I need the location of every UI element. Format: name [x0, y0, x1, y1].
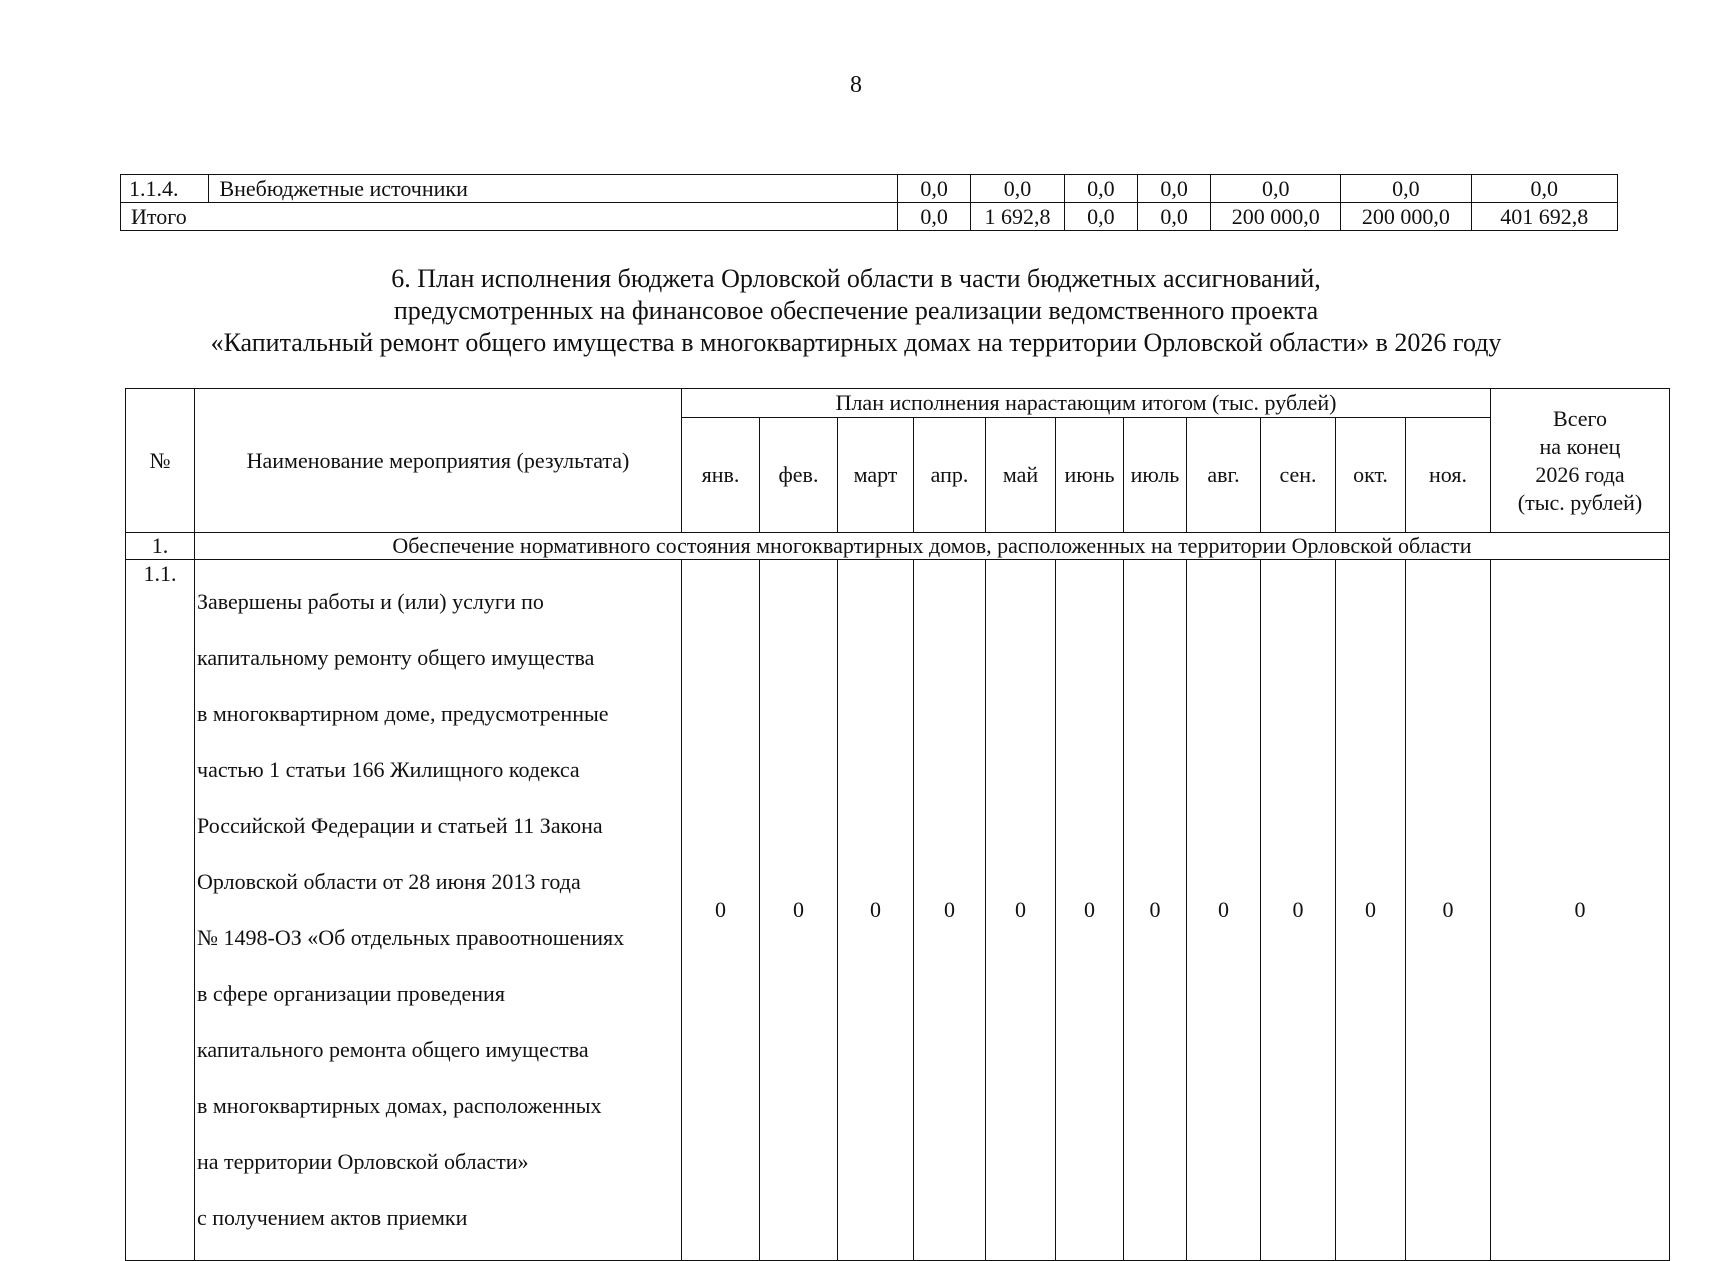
- month-value: 0: [1187, 560, 1261, 1261]
- item-name: [195, 560, 682, 1261]
- month-header: март: [838, 418, 914, 533]
- value-cell: 0,0: [1211, 175, 1341, 203]
- page-number: 8: [850, 72, 862, 98]
- total-header-line: Всего: [1553, 405, 1607, 431]
- month-value: 0: [760, 560, 838, 1261]
- funding-summary-table: [120, 174, 1618, 231]
- month-header: фев.: [760, 418, 838, 533]
- value-cell: 1 692,8: [971, 203, 1065, 231]
- value-cell: 0,0: [1064, 175, 1137, 203]
- budget-execution-plan-table: [125, 388, 1670, 1261]
- value-cell: 0,0: [897, 203, 970, 231]
- value-cell: 0,0: [1137, 203, 1210, 231]
- value-cell: 0,0: [1471, 175, 1617, 203]
- value-cell: 0,0: [971, 175, 1065, 203]
- value-cell: 200 000,0: [1341, 203, 1471, 231]
- month-header: окт.: [1336, 418, 1406, 533]
- month-header: июль: [1124, 418, 1187, 533]
- month-header: ноя.: [1406, 418, 1491, 533]
- item-name-line: Завершены работы и (или) услуги по: [197, 589, 544, 614]
- section-row: [126, 533, 1670, 560]
- value-cell: 0,0: [897, 175, 970, 203]
- item-name-line: частью 1 статьи 166 Жилищного кодекса: [197, 757, 580, 782]
- table-row: [126, 560, 1670, 1261]
- month-value: 0: [986, 560, 1056, 1261]
- item-name-line: в многоквартирных домах, расположенных: [197, 1093, 602, 1118]
- month-value: 0: [1056, 560, 1124, 1261]
- column-header-name: Наименование мероприятия (результата): [195, 389, 682, 533]
- item-name-line: Орловской области от 28 июня 2013 года: [197, 869, 581, 894]
- table-row-total: [121, 203, 1618, 231]
- total-header-line: 2026 года: [1535, 461, 1625, 487]
- value-cell: 200 000,0: [1211, 203, 1341, 231]
- value-cell: 0,0: [1341, 175, 1471, 203]
- table-row: [121, 175, 1618, 203]
- value-cell: 401 692,8: [1471, 203, 1617, 231]
- section-title: Обеспечение нормативного состояния многоквартирных домов, расположенных на территории Орловской области: [195, 533, 1670, 560]
- month-header: сен.: [1261, 418, 1336, 533]
- total-label: Итого: [121, 203, 898, 231]
- item-name-line: в сфере организации проведения: [197, 981, 505, 1006]
- month-value: 0: [682, 560, 760, 1261]
- column-header-total: [1491, 389, 1670, 533]
- month-header: апр.: [914, 418, 986, 533]
- header-row: [126, 389, 1670, 418]
- month-value: 0: [1261, 560, 1336, 1261]
- section-number: 1.: [126, 533, 195, 560]
- total-value: 0: [1491, 560, 1670, 1261]
- item-name-line: на территории Орловской области»: [197, 1149, 529, 1174]
- value-cell: 0,0: [1064, 203, 1137, 231]
- month-header: янв.: [682, 418, 760, 533]
- section-heading-line: предусмотренных на финансовое обеспечение реализации ведомственного проекта: [393, 296, 1319, 325]
- month-value: 0: [1124, 560, 1187, 1261]
- row-number: 1.1.4.: [121, 175, 209, 203]
- column-header-plan: План исполнения нарастающим итогом (тыс. рублей): [682, 389, 1491, 418]
- total-header-line: на конец: [1539, 433, 1621, 459]
- month-value: 0: [1406, 560, 1491, 1261]
- month-value: 0: [838, 560, 914, 1261]
- value-cell: 0,0: [1137, 175, 1210, 203]
- section-heading: [0, 263, 1712, 359]
- month-value: 0: [1336, 560, 1406, 1261]
- item-name-line: с получением актов приемки: [197, 1205, 468, 1230]
- row-name: Внебюджетные источники: [209, 175, 897, 203]
- month-value: 0: [914, 560, 986, 1261]
- column-header-number: №: [126, 389, 195, 533]
- month-header: авг.: [1187, 418, 1261, 533]
- item-name-line: № 1498-ОЗ «Об отдельных правоотношениях: [197, 925, 625, 950]
- section-heading-line: 6. План исполнения бюджета Орловской области в части бюджетных ассигнований,: [391, 264, 1321, 293]
- item-name-line: капитального ремонта общего имущества: [197, 1037, 589, 1062]
- item-name-line: Российской Федерации и статьей 11 Закона: [197, 813, 603, 838]
- item-name-line: капитальному ремонту общего имущества: [197, 645, 595, 670]
- item-name-line: в многоквартирном доме, предусмотренные: [197, 701, 609, 726]
- month-header: май: [986, 418, 1056, 533]
- item-number: 1.1.: [126, 560, 195, 1261]
- month-header: июнь: [1056, 418, 1124, 533]
- total-header-line: (тыс. рублей): [1517, 489, 1643, 515]
- section-heading-line: «Капитальный ремонт общего имущества в многоквартирных домах на территории Орловской области» в 2026 году: [210, 328, 1502, 357]
